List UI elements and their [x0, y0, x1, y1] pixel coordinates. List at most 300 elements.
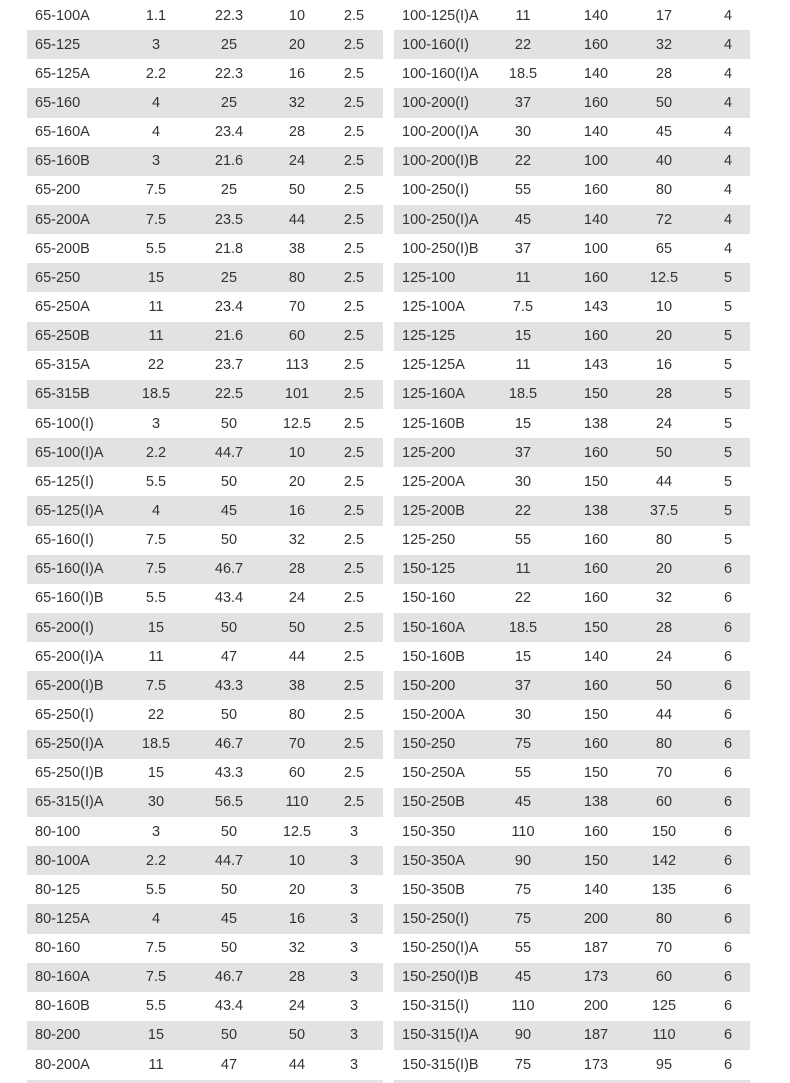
value-cell: 37: [514, 677, 532, 694]
model-cell: 65-250(I)B: [35, 765, 104, 782]
value-cell: 32: [288, 94, 306, 111]
value-cell: 44: [288, 211, 306, 228]
model-cell: 150-350: [402, 823, 456, 840]
table-row: [27, 700, 383, 729]
value-cell: 80: [288, 269, 306, 286]
value-cell: 4: [723, 7, 733, 24]
table-row: [394, 875, 750, 904]
value-cell: 2.5: [343, 444, 365, 461]
model-cell: 65-100A: [35, 7, 90, 24]
table-row: [27, 526, 383, 555]
value-cell: 44: [655, 473, 673, 490]
value-cell: 25: [220, 94, 238, 111]
value-cell: 37.5: [649, 502, 679, 519]
model-cell: 150-160: [402, 590, 456, 607]
value-cell: 5.5: [145, 998, 167, 1015]
value-cell: 160: [583, 590, 609, 607]
value-cell: 25: [220, 269, 238, 286]
value-cell: 16: [288, 65, 306, 82]
value-cell: 150: [583, 473, 609, 490]
table-row: [394, 438, 750, 467]
value-cell: 11: [515, 561, 531, 578]
value-cell: 23.4: [214, 298, 244, 315]
model-cell: 65-315B: [35, 386, 90, 403]
value-cell: 150: [583, 852, 609, 869]
value-cell: 38: [288, 240, 306, 257]
value-cell: 65: [655, 240, 673, 257]
value-cell: 2.5: [343, 240, 365, 257]
value-cell: 173: [583, 969, 609, 986]
value-cell: 125: [651, 998, 677, 1015]
table-row: [394, 30, 750, 59]
table-row: [27, 934, 383, 963]
value-cell: 70: [655, 765, 673, 782]
value-cell: 138: [583, 794, 609, 811]
value-cell: 22: [514, 153, 532, 170]
model-cell: 125-250: [402, 532, 456, 549]
value-cell: 6: [723, 794, 733, 811]
value-cell: 160: [583, 269, 609, 286]
value-cell: 10: [288, 444, 306, 461]
value-cell: 6: [723, 677, 733, 694]
table-row: [27, 176, 383, 205]
value-cell: 11: [148, 328, 164, 345]
value-cell: 25: [220, 36, 238, 53]
value-cell: 21.6: [214, 328, 244, 345]
table-row: [394, 788, 750, 817]
value-cell: 11: [148, 298, 164, 315]
model-cell: 80-160A: [35, 969, 90, 986]
value-cell: 2.2: [145, 852, 167, 869]
value-cell: 6: [723, 648, 733, 665]
value-cell: 45: [514, 969, 532, 986]
value-cell: 160: [583, 532, 609, 549]
table-row: [27, 351, 383, 380]
table-row: [394, 642, 750, 671]
value-cell: 44: [655, 706, 673, 723]
value-cell: 5: [723, 415, 733, 432]
model-cell: 150-125: [402, 561, 456, 578]
value-cell: 4: [723, 36, 733, 53]
value-cell: 60: [655, 794, 673, 811]
value-cell: 2.5: [343, 124, 365, 141]
model-cell: 80-100A: [35, 852, 90, 869]
value-cell: 21.8: [214, 240, 244, 257]
value-cell: 50: [655, 677, 673, 694]
table-row: [27, 817, 383, 846]
value-cell: 150: [583, 706, 609, 723]
table-row: [27, 1, 383, 30]
value-cell: 2.5: [343, 415, 365, 432]
table-row: [394, 613, 750, 642]
model-cell: 65-125: [35, 36, 81, 53]
model-cell: 100-250(I)B: [402, 240, 479, 257]
model-cell: 125-125: [402, 328, 456, 345]
model-cell: 100-250(I)A: [402, 211, 479, 228]
value-cell: 2.5: [343, 794, 365, 811]
value-cell: 6: [723, 823, 733, 840]
value-cell: 46.7: [214, 969, 244, 986]
value-cell: 5.5: [145, 881, 167, 898]
table-row: [27, 147, 383, 176]
value-cell: 6: [723, 765, 733, 782]
model-cell: 80-125A: [35, 910, 90, 927]
value-cell: 2.5: [343, 7, 365, 24]
value-cell: 150: [583, 765, 609, 782]
value-cell: 4: [723, 124, 733, 141]
value-cell: 187: [583, 940, 609, 957]
value-cell: 28: [288, 124, 306, 141]
value-cell: 45: [655, 124, 673, 141]
table-row: [27, 263, 383, 292]
value-cell: 6: [723, 910, 733, 927]
value-cell: 22.5: [214, 386, 244, 403]
value-cell: 2.5: [343, 765, 365, 782]
value-cell: 24: [288, 998, 306, 1015]
value-cell: 55: [514, 532, 532, 549]
table-row: [27, 1050, 383, 1079]
value-cell: 3: [349, 910, 359, 927]
value-cell: 44.7: [214, 444, 244, 461]
value-cell: 3: [349, 969, 359, 986]
value-cell: 150: [651, 823, 677, 840]
value-cell: 10: [288, 7, 306, 24]
value-cell: 20: [655, 561, 673, 578]
value-cell: 50: [655, 94, 673, 111]
value-cell: 22: [514, 36, 532, 53]
model-cell: 65-125A: [35, 65, 90, 82]
value-cell: 22.3: [214, 65, 244, 82]
value-cell: 160: [583, 561, 609, 578]
value-cell: 22.3: [214, 7, 244, 24]
value-cell: 160: [583, 328, 609, 345]
model-cell: 125-200: [402, 444, 456, 461]
value-cell: 60: [288, 765, 306, 782]
value-cell: 55: [514, 765, 532, 782]
model-cell: 100-160(I): [402, 36, 469, 53]
table-row: [27, 963, 383, 992]
value-cell: 28: [655, 619, 673, 636]
value-cell: 11: [515, 269, 531, 286]
value-cell: 160: [583, 677, 609, 694]
value-cell: 140: [583, 881, 609, 898]
model-cell: 65-100(I)A: [35, 444, 104, 461]
value-cell: 11: [148, 1056, 164, 1073]
table-row: [27, 234, 383, 263]
model-cell: 150-250(I): [402, 910, 469, 927]
model-cell: 125-200A: [402, 473, 465, 490]
value-cell: 90: [514, 852, 532, 869]
table-row: [27, 846, 383, 875]
value-cell: 12.5: [282, 415, 312, 432]
table-row: [394, 700, 750, 729]
model-cell: 65-250: [35, 269, 81, 286]
value-cell: 160: [583, 182, 609, 199]
value-cell: 45: [220, 502, 238, 519]
table-row: [394, 351, 750, 380]
model-cell: 80-160B: [35, 998, 90, 1015]
table-row: [394, 584, 750, 613]
value-cell: 23.7: [214, 357, 244, 374]
value-cell: 142: [651, 852, 677, 869]
value-cell: 40: [655, 153, 673, 170]
table-row: [394, 496, 750, 525]
value-cell: 30: [514, 473, 532, 490]
model-cell: 150-200: [402, 677, 456, 694]
table-row: [27, 759, 383, 788]
value-cell: 5.5: [145, 240, 167, 257]
model-cell: 65-100(I): [35, 415, 94, 432]
value-cell: 55: [514, 182, 532, 199]
value-cell: 200: [583, 910, 609, 927]
value-cell: 4: [151, 502, 161, 519]
model-cell: 65-200(I)A: [35, 648, 104, 665]
value-cell: 3: [349, 881, 359, 898]
model-cell: 150-315(I): [402, 998, 469, 1015]
model-cell: 80-125: [35, 881, 81, 898]
value-cell: 15: [514, 328, 532, 345]
table-row: [394, 176, 750, 205]
table-row: [27, 875, 383, 904]
value-cell: 5: [723, 502, 733, 519]
model-cell: 125-200B: [402, 502, 465, 519]
value-cell: 45: [220, 910, 238, 927]
value-cell: 160: [583, 823, 609, 840]
value-cell: 12.5: [649, 269, 679, 286]
value-cell: 24: [655, 415, 673, 432]
value-cell: 70: [288, 736, 306, 753]
value-cell: 2.5: [343, 182, 365, 199]
table-row: [27, 30, 383, 59]
value-cell: 72: [655, 211, 673, 228]
model-cell: 125-100: [402, 269, 456, 286]
value-cell: 12.5: [282, 823, 312, 840]
value-cell: 37: [514, 240, 532, 257]
table-row: [394, 759, 750, 788]
value-cell: 32: [655, 590, 673, 607]
left-spec-table: [27, 1, 383, 1079]
value-cell: 15: [514, 415, 532, 432]
table-row: [394, 992, 750, 1021]
value-cell: 2.2: [145, 444, 167, 461]
value-cell: 7.5: [512, 298, 534, 315]
model-cell: 65-125(I)A: [35, 502, 104, 519]
value-cell: 3: [349, 852, 359, 869]
value-cell: 11: [148, 648, 164, 665]
table-row: [394, 467, 750, 496]
value-cell: 6: [723, 1056, 733, 1073]
value-cell: 18.5: [508, 619, 538, 636]
table-row: [394, 671, 750, 700]
table-row: [394, 730, 750, 759]
value-cell: 70: [655, 940, 673, 957]
table-row: [27, 59, 383, 88]
value-cell: 30: [514, 706, 532, 723]
value-cell: 18.5: [508, 386, 538, 403]
value-cell: 20: [288, 473, 306, 490]
table-row: [394, 555, 750, 584]
value-cell: 44: [288, 1056, 306, 1073]
value-cell: 5: [723, 473, 733, 490]
value-cell: 47: [220, 1056, 238, 1073]
value-cell: 6: [723, 561, 733, 578]
right-spec-table: [394, 1, 750, 1079]
value-cell: 50: [288, 619, 306, 636]
table-row: [27, 642, 383, 671]
value-cell: 100: [583, 240, 609, 257]
table-row: [27, 496, 383, 525]
value-cell: 4: [723, 182, 733, 199]
table-row: [27, 88, 383, 117]
value-cell: 2.5: [343, 677, 365, 694]
value-cell: 2.5: [343, 502, 365, 519]
value-cell: 3: [151, 36, 161, 53]
value-cell: 110: [652, 1027, 676, 1044]
value-cell: 5.5: [145, 473, 167, 490]
value-cell: 6: [723, 940, 733, 957]
value-cell: 55: [514, 940, 532, 957]
table-row: [27, 380, 383, 409]
value-cell: 80: [655, 532, 673, 549]
model-cell: 125-100A: [402, 298, 465, 315]
value-cell: 7.5: [145, 561, 167, 578]
model-cell: 125-160A: [402, 386, 465, 403]
value-cell: 6: [723, 881, 733, 898]
value-cell: 32: [655, 36, 673, 53]
table-row: [27, 613, 383, 642]
table-row: [394, 963, 750, 992]
value-cell: 5: [723, 532, 733, 549]
value-cell: 4: [723, 211, 733, 228]
model-cell: 65-200A: [35, 211, 90, 228]
value-cell: 32: [288, 940, 306, 957]
model-cell: 150-250(I)A: [402, 940, 479, 957]
table-row: [27, 118, 383, 147]
value-cell: 80: [655, 182, 673, 199]
value-cell: 22: [514, 502, 532, 519]
model-cell: 80-200: [35, 1027, 81, 1044]
value-cell: 18.5: [141, 386, 171, 403]
value-cell: 43.4: [214, 590, 244, 607]
value-cell: 25: [220, 182, 238, 199]
model-cell: 65-200: [35, 182, 81, 199]
table-row: [27, 788, 383, 817]
value-cell: 11: [515, 357, 531, 374]
value-cell: 4: [723, 153, 733, 170]
value-cell: 2.5: [343, 211, 365, 228]
value-cell: 6: [723, 736, 733, 753]
model-cell: 65-125(I): [35, 473, 94, 490]
value-cell: 2.5: [343, 65, 365, 82]
table-row: [394, 526, 750, 555]
value-cell: 160: [583, 444, 609, 461]
value-cell: 113: [285, 357, 309, 374]
value-cell: 80: [655, 736, 673, 753]
model-cell: 150-350A: [402, 852, 465, 869]
value-cell: 16: [288, 910, 306, 927]
table-row: [27, 1021, 383, 1050]
model-cell: 150-250B: [402, 794, 465, 811]
value-cell: 4: [151, 124, 161, 141]
value-cell: 50: [220, 415, 238, 432]
value-cell: 3: [349, 940, 359, 957]
value-cell: 28: [288, 969, 306, 986]
value-cell: 60: [288, 328, 306, 345]
table-row: [394, 409, 750, 438]
model-cell: 150-315(I)B: [402, 1056, 479, 1073]
value-cell: 160: [583, 94, 609, 111]
value-cell: 6: [723, 706, 733, 723]
value-cell: 75: [514, 910, 532, 927]
value-cell: 15: [147, 765, 165, 782]
table-row: [394, 263, 750, 292]
value-cell: 7.5: [145, 940, 167, 957]
value-cell: 45: [514, 211, 532, 228]
value-cell: 80: [655, 910, 673, 927]
value-cell: 50: [220, 473, 238, 490]
value-cell: 44: [288, 648, 306, 665]
value-cell: 28: [655, 386, 673, 403]
value-cell: 50: [220, 1027, 238, 1044]
value-cell: 10: [288, 852, 306, 869]
value-cell: 18.5: [141, 736, 171, 753]
value-cell: 2.5: [343, 36, 365, 53]
model-cell: 100-200(I)A: [402, 124, 479, 141]
value-cell: 20: [288, 881, 306, 898]
value-cell: 18.5: [508, 65, 538, 82]
value-cell: 2.5: [343, 706, 365, 723]
model-cell: 65-315A: [35, 357, 90, 374]
table-row: [394, 205, 750, 234]
value-cell: 200: [583, 998, 609, 1015]
model-cell: 65-250(I): [35, 706, 94, 723]
model-cell: 125-160B: [402, 415, 465, 432]
value-cell: 17: [655, 7, 673, 24]
model-cell: 65-200(I)B: [35, 677, 104, 694]
table-row: [394, 1, 750, 30]
value-cell: 43.3: [214, 765, 244, 782]
value-cell: 22: [147, 357, 165, 374]
value-cell: 16: [655, 357, 673, 374]
value-cell: 24: [288, 153, 306, 170]
value-cell: 5: [723, 328, 733, 345]
value-cell: 43.3: [214, 677, 244, 694]
value-cell: 6: [723, 590, 733, 607]
value-cell: 43.4: [214, 998, 244, 1015]
model-cell: 80-160: [35, 940, 81, 957]
table-row: [27, 671, 383, 700]
value-cell: 7.5: [145, 969, 167, 986]
model-cell: 65-200(I): [35, 619, 94, 636]
table-row: [394, 59, 750, 88]
model-cell: 100-200(I): [402, 94, 469, 111]
value-cell: 5: [723, 444, 733, 461]
value-cell: 2.5: [343, 298, 365, 315]
value-cell: 7.5: [145, 211, 167, 228]
value-cell: 143: [583, 357, 609, 374]
value-cell: 46.7: [214, 736, 244, 753]
value-cell: 7.5: [145, 532, 167, 549]
value-cell: 150: [583, 619, 609, 636]
value-cell: 15: [514, 648, 532, 665]
value-cell: 6: [723, 619, 733, 636]
value-cell: 6: [723, 998, 733, 1015]
value-cell: 50: [220, 532, 238, 549]
value-cell: 3: [349, 998, 359, 1015]
value-cell: 24: [288, 590, 306, 607]
value-cell: 3: [349, 1056, 359, 1073]
model-cell: 80-200A: [35, 1056, 90, 1073]
